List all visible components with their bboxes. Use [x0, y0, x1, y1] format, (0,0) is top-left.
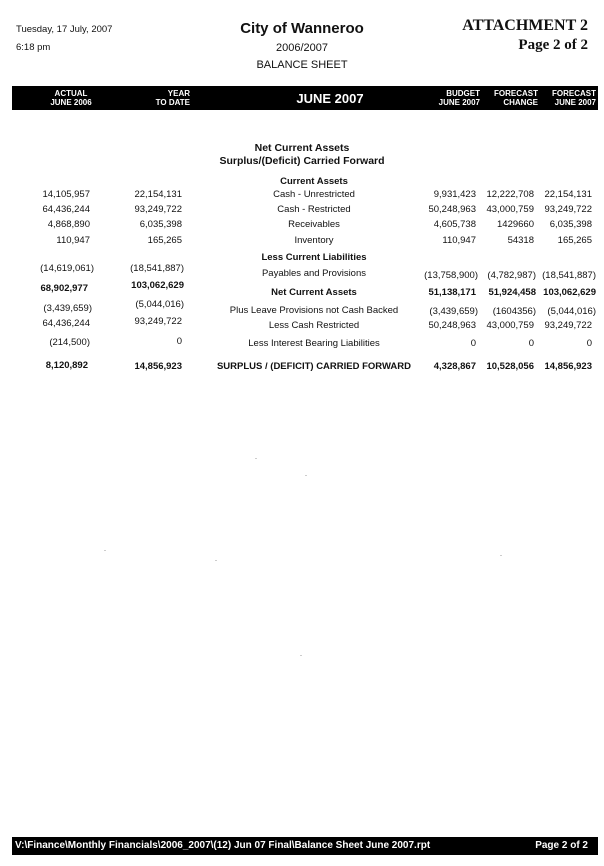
label-interest-bearing: Less Interest Bearing Liabilities	[248, 338, 380, 349]
label-surplus-deficit: SURPLUS / (DEFICIT) CARRIED FORWARD	[216, 361, 412, 372]
cell-forecast-change: 12,222,708	[486, 189, 534, 200]
cell-actual: 110,947	[56, 235, 90, 246]
cell-budget: (13,758,900)	[424, 270, 478, 281]
label-cash-restricted-less: Less Cash Restricted	[268, 320, 360, 331]
cell-ytd: 103,062,629	[131, 280, 184, 291]
cell-ytd: 165,265	[147, 235, 182, 246]
cell-forecast: 103,062,629	[543, 287, 596, 298]
scan-speck	[500, 555, 502, 556]
attachment-label: ATTACHMENT 2	[462, 17, 588, 34]
cell-actual: (214,500)	[49, 337, 90, 348]
cell-actual: 64,436,244	[42, 204, 90, 215]
cell-actual: (14,619,061)	[40, 263, 94, 274]
cell-budget: 50,248,963	[428, 204, 476, 215]
col-forecast-change-header	[484, 89, 538, 107]
scan-speck	[305, 475, 307, 476]
cell-budget: 110,947	[442, 235, 476, 246]
cell-ytd: 0	[176, 336, 182, 347]
col-forecast-change-line1: FORECAST	[494, 89, 538, 98]
cell-forecast-change: 54318	[507, 235, 534, 246]
cell-forecast-change: 10,528,056	[486, 361, 534, 372]
cell-ytd: (5,044,016)	[135, 299, 184, 310]
cell-actual: 64,436,244	[42, 318, 90, 329]
label-net-current-assets: Net Current Assets	[271, 287, 357, 298]
cell-forecast-change: 51,924,458	[488, 287, 536, 298]
report-date: Tuesday, 17 July, 2007	[16, 24, 113, 35]
col-forecast-line1: FORECAST	[552, 89, 596, 98]
col-ytd-header	[130, 89, 190, 107]
col-budget-header	[424, 89, 480, 107]
footer-page-number: Page 2 of 2	[535, 840, 588, 851]
scan-speck	[215, 560, 217, 561]
cell-actual: 8,120,892	[45, 360, 88, 371]
report-file-path: V:\Finance\Monthly Financials\2006_2007\(12) Jun 07 Final\Balance Sheet June 2007.rpt	[15, 840, 431, 851]
cell-ytd: 93,249,722	[134, 316, 182, 327]
cell-ytd: 22,154,131	[134, 189, 182, 200]
cell-ytd: 6,035,398	[139, 219, 182, 230]
section-subtitle: Surplus/(Deficit) Carried Forward	[219, 155, 385, 167]
label-less-current-liabilities: Less Current Liabilities	[261, 252, 367, 263]
cell-ytd: (18,541,887)	[130, 263, 184, 274]
cell-forecast: 93,249,722	[544, 204, 592, 215]
label-current-assets: Current Assets	[280, 176, 348, 187]
footer-bar	[12, 837, 598, 855]
cell-forecast-change: 1429660	[497, 219, 534, 230]
cell-forecast-change: 0	[528, 338, 534, 349]
cell-forecast-change: (4,782,987)	[487, 270, 536, 281]
document-title: BALANCE SHEET	[256, 59, 348, 71]
cell-forecast: 6,035,398	[549, 219, 592, 230]
org-name: City of Wanneroo	[240, 20, 364, 37]
col-ytd-line2: TO DATE	[155, 98, 190, 107]
column-header-band	[12, 86, 598, 110]
col-forecast-line2: JUNE 2007	[554, 98, 596, 107]
cell-forecast-change: 43,000,759	[486, 320, 534, 331]
col-actual-line1: ACTUAL	[54, 89, 88, 98]
col-budget-line1: BUDGET	[446, 89, 480, 98]
page-label: Page 2 of 2	[518, 37, 588, 53]
cell-forecast: 93,249,722	[544, 320, 592, 331]
col-budget-line2: JUNE 2007	[438, 98, 480, 107]
report-time: 6:18 pm	[16, 42, 51, 53]
cell-actual: 14,105,957	[42, 189, 90, 200]
cell-forecast: 14,856,923	[544, 361, 592, 372]
cell-ytd: 14,856,923	[134, 361, 182, 372]
cell-forecast: 22,154,131	[544, 189, 592, 200]
label-receivables: Receivables	[288, 219, 340, 230]
period-title: JUNE 2007	[296, 91, 364, 106]
scan-speck	[300, 655, 302, 656]
cell-forecast: (5,044,016)	[547, 306, 596, 317]
cell-budget: 0	[470, 338, 476, 349]
fiscal-year: 2006/2007	[276, 42, 328, 54]
cell-forecast: 165,265	[557, 235, 592, 246]
cell-budget: (3,439,659)	[429, 306, 478, 317]
cell-actual: (3,439,659)	[43, 303, 92, 314]
col-actual-line2: JUNE 2006	[50, 98, 92, 107]
cell-budget: 4,605,738	[433, 219, 476, 230]
label-cash-restricted: Cash - Restricted	[277, 204, 351, 215]
label-inventory: Inventory	[294, 235, 334, 246]
label-payables-provisions: Payables and Provisions	[261, 268, 367, 279]
cell-budget: 51,138,171	[428, 287, 476, 298]
section-title: Net Current Assets	[254, 142, 350, 154]
cell-actual: 68,902,977	[40, 283, 88, 294]
scan-speck	[104, 550, 106, 551]
col-forecast-change-line2: CHANGE	[503, 98, 538, 107]
cell-forecast-change: 43,000,759	[486, 204, 534, 215]
col-actual-header	[36, 89, 106, 107]
label-leave-provisions: Plus Leave Provisions not Cash Backed	[229, 305, 399, 316]
cell-budget: 50,248,963	[428, 320, 476, 331]
cell-forecast: (18,541,887)	[542, 270, 596, 281]
cell-forecast-change: (1604356)	[492, 306, 536, 317]
col-forecast-header	[542, 89, 596, 107]
label-cash-unrestricted: Cash - Unrestricted	[273, 189, 355, 200]
cell-ytd: 93,249,722	[134, 204, 182, 215]
cell-forecast: 0	[586, 338, 592, 349]
cell-budget: 9,931,423	[433, 189, 476, 200]
cell-actual: 4,868,890	[47, 219, 90, 230]
cell-budget: 4,328,867	[433, 361, 476, 372]
col-ytd-line1: YEAR	[167, 89, 190, 98]
scan-speck	[255, 458, 257, 459]
